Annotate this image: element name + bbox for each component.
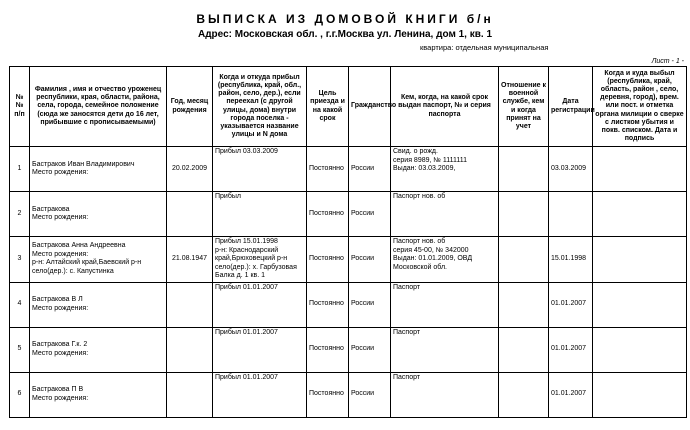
header-passport: Кем, когда, на какой срок выдан паспорт, № и серия паспорта (391, 67, 499, 147)
header-citizenship: Гражданство (349, 67, 391, 147)
arrival-info (213, 282, 307, 327)
birth-date: 21.08.1947 (167, 237, 213, 283)
document-title: ВЫПИСКА ИЗ ДОМОВОЙ КНИГИ б/н (196, 12, 494, 26)
military-status (499, 327, 549, 372)
residents-table (9, 66, 687, 418)
resident-name-line: Место рождения: (32, 349, 89, 357)
table-row (10, 282, 687, 327)
arrival-info (213, 147, 307, 192)
table-row (10, 372, 687, 417)
header-purpose: Цель приезда и на какой срок (307, 67, 349, 147)
passport-info (391, 147, 499, 192)
arrival-info-line: Прибыл 01.01.2007 (215, 328, 278, 336)
citizenship: России (349, 147, 391, 192)
resident-name-line: Бастракова В Л (32, 296, 83, 303)
resident-name (30, 192, 167, 237)
departure-info (593, 327, 687, 372)
arrival-info (213, 192, 307, 237)
row-number: 6 (10, 372, 30, 417)
birth-date (167, 327, 213, 372)
passport-info-line: Паспорт (393, 373, 421, 381)
table-row (10, 237, 687, 283)
passport-info-line: Выдан: 03.03.2009, (393, 165, 456, 172)
header-name: Фамилия , имя и отчество уроженец республики, края, области, района, села, города, семейное положение (сюда же заносятся дети до 16 лет, прибывшие с прописываемыми) (30, 67, 167, 147)
resident-name-line: Место рождения: (32, 304, 89, 312)
arrival-info-line: село(дер.): х. Гарбузовая (215, 263, 297, 271)
resident-name-line: Бастракова (32, 205, 70, 213)
passport-info-line: серия 45-00, № 342000 (393, 246, 469, 254)
header-reg-date: Дата регистрации (549, 67, 593, 147)
resident-name (30, 327, 167, 372)
row-number: 3 (10, 237, 30, 283)
departure-info (593, 192, 687, 237)
military-status (499, 147, 549, 192)
table-row (10, 147, 687, 192)
birth-date (167, 372, 213, 417)
departure-info (593, 147, 687, 192)
passport-info-line: Паспорт нов. об (393, 238, 446, 245)
passport-info (391, 237, 499, 283)
citizenship: России (349, 282, 391, 327)
military-status (499, 282, 549, 327)
header-arrived: Когда и откуда прибыл (республика, край, обл., район, село, дер.), если переехал (с другой улицы, дома) внутри города поселка - указывается название улицы и N дома (213, 67, 307, 147)
resident-name-line: Бастракова Анна Андреевна (32, 242, 126, 250)
header-departed: Когда и куда выбыл (республика, край, область, район , село, деревня, город), врем. или пост. и отметка органа милиции о сверке с листком убытия и покв. списком. Дата и подпись (593, 67, 687, 147)
departure-info (593, 282, 687, 327)
citizenship: России (349, 327, 391, 372)
resident-name-line: село(дер.): с. Капустинка (32, 267, 114, 275)
birth-date (167, 282, 213, 327)
military-status (499, 372, 549, 417)
passport-info (391, 192, 499, 237)
passport-info (391, 372, 499, 417)
resident-name-line: Место рождения: (32, 214, 89, 221)
table-row (10, 192, 687, 237)
arrival-info (213, 372, 307, 417)
row-number: 4 (10, 282, 30, 327)
passport-info-line: Паспорт (393, 328, 421, 336)
resident-name (30, 282, 167, 327)
header-dob: Год, месяц рождения (167, 67, 213, 147)
registration-date: 03.03.2009 (549, 147, 593, 192)
registration-date: 01.01.2007 (549, 327, 593, 372)
birth-date (167, 192, 213, 237)
resident-name-line: Место рождения: (32, 394, 89, 402)
apartment-type: квартира: отдельная муниципальная (420, 43, 549, 52)
arrival-info-line: Прибыл 01.01.2007 (215, 373, 278, 381)
passport-info-line: серия 8989, № 1111111 (393, 156, 467, 164)
arrival-info-line: Прибыл (215, 193, 241, 200)
registration-date: 01.01.2007 (549, 372, 593, 417)
header-military: Отношение к военной службе, кем и когда принят на учет (499, 67, 549, 147)
passport-info-line: Паспорт нов. об (393, 193, 446, 200)
header-num: № № п/п (10, 67, 30, 147)
arrival-info-line: Прибыл 03.03.2009 (215, 148, 278, 155)
arrival-purpose: Постоянно (307, 327, 349, 372)
table-row (10, 327, 687, 372)
arrival-purpose: Постоянно (307, 282, 349, 327)
row-number: 1 (10, 147, 30, 192)
resident-name-line: р-н: Алтайский край,Баевский р-н (32, 259, 142, 267)
resident-name (30, 237, 167, 283)
passport-info-line: Московской обл. (393, 263, 447, 271)
military-status (499, 237, 549, 283)
departure-info (593, 372, 687, 417)
arrival-purpose: Постоянно (307, 372, 349, 417)
departure-info (593, 237, 687, 283)
passport-info-line: Свид. о рожд. (393, 148, 438, 155)
arrival-info-line: край,Брюховецкий р-н (215, 255, 288, 262)
arrival-info-line: Прибыл 01.01.2007 (215, 283, 278, 291)
sheet-number: Лист - 1 - (651, 58, 684, 65)
citizenship: России (349, 237, 391, 283)
resident-name-line: Место рождения: (32, 169, 89, 176)
citizenship: России (349, 372, 391, 417)
table-header (10, 67, 687, 147)
registration-date (549, 192, 593, 237)
arrival-info-line: Балка д. 1 кв. 1 (215, 272, 266, 279)
arrival-info (213, 237, 307, 283)
resident-name (30, 147, 167, 192)
arrival-info (213, 327, 307, 372)
arrival-info-line: р-н: Краснодарский (215, 246, 279, 254)
passport-info-line: Выдан: 01.01.2009, ОВД (393, 255, 473, 262)
citizenship: России (349, 192, 391, 237)
resident-name-line: Бастракова Г.к. 2 (32, 341, 88, 348)
passport-info (391, 327, 499, 372)
registration-date: 15.01.1998 (549, 237, 593, 283)
row-number: 2 (10, 192, 30, 237)
passport-info (391, 282, 499, 327)
birth-date: 20.02.2009 (167, 147, 213, 192)
resident-name-line: Бастраков Иван Владимирович (32, 160, 135, 168)
table-body (10, 147, 687, 418)
military-status (499, 192, 549, 237)
resident-name (30, 372, 167, 417)
resident-name-line: Бастракова П В (32, 386, 84, 393)
arrival-purpose: Постоянно (307, 147, 349, 192)
arrival-info-line: Прибыл 15.01.1998 (215, 238, 278, 245)
passport-info-line: Паспорт (393, 283, 421, 291)
resident-name-line: Место рождения: (32, 250, 89, 258)
registration-date: 01.01.2007 (549, 282, 593, 327)
arrival-purpose: Постоянно (307, 192, 349, 237)
address-line: Адрес: Московская обл. , г.г.Москва ул. Ленина, дом 1, кв. 1 (197, 29, 493, 40)
row-number: 5 (10, 327, 30, 372)
arrival-purpose: Постоянно (307, 237, 349, 283)
